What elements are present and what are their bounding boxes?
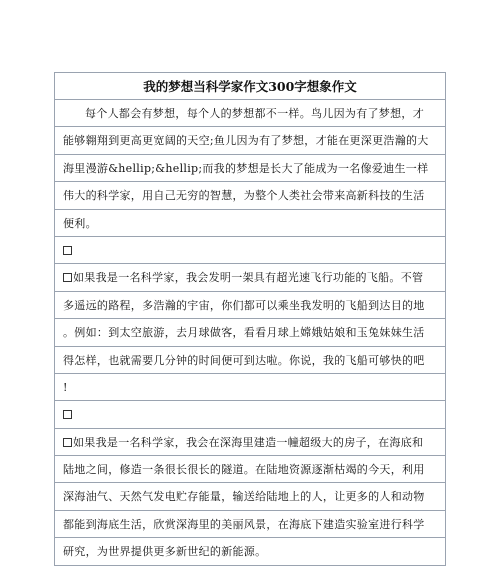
text-line: 如果我是一名科学家，我会在深海里建造一幢超级大的房子，在海底和 <box>55 429 445 456</box>
text-line: 便利。 <box>55 210 445 237</box>
text-line: 如果我是一名科学家，我会发明一架具有超光速飞行功能的飞船。不管 <box>55 264 445 291</box>
placeholder-box-icon <box>63 410 72 419</box>
placeholder-box-icon <box>63 273 72 282</box>
placeholder-box-icon <box>63 246 72 255</box>
essay-title: 我的梦想当科学家作文300字想象作文 <box>55 73 445 100</box>
placeholder-box-icon <box>63 438 72 447</box>
empty-line <box>55 401 445 428</box>
text-line: 多遥远的路程，多浩瀚的宇宙，你们都可以乘坐我发明的飞船到达目的地 <box>55 292 445 319</box>
text-line: 陆地之间，修造一条很长很长的隧道。在陆地资源逐渐枯竭的今天，利用 <box>55 456 445 483</box>
text-line: 都能到海底生活，欣赏深海里的美丽风景，在海底下建造实验室进行科学 <box>55 511 445 538</box>
text-line: ! <box>55 374 445 401</box>
essay-table <box>54 72 446 566</box>
text-line: 能够翱翔到更高更宽阔的天空;鱼儿因为有了梦想，才能在更深更浩瀚的大 <box>55 127 445 154</box>
text-line: 海里漫游&hellip;&hellip;而我的梦想是长大了能成为一名像爱迪生一样 <box>55 155 445 182</box>
text-line: 伟大的科学家，用自己无穷的智慧，为整个人类社会带来高新科技的生活 <box>55 182 445 209</box>
text-line: 得怎样，也就需要几分钟的时间便可到达啦。你说，我的飞船可够快的吧 <box>55 347 445 374</box>
text-line: 。例如：到太空旅游，去月球做客，看看月球上嫦娥姑娘和玉兔妹妹生活 <box>55 319 445 346</box>
empty-line <box>55 237 445 264</box>
text-line: 深海油气、天然气发电贮存能量，输送给陆地上的人，让更多的人和动物 <box>55 483 445 510</box>
text-line: 每个人都会有梦想，每个人的梦想都不一样。鸟儿因为有了梦想，才 <box>55 100 445 127</box>
text-line: 研究，为世界提供更多新世纪的新能源。 <box>55 538 445 565</box>
